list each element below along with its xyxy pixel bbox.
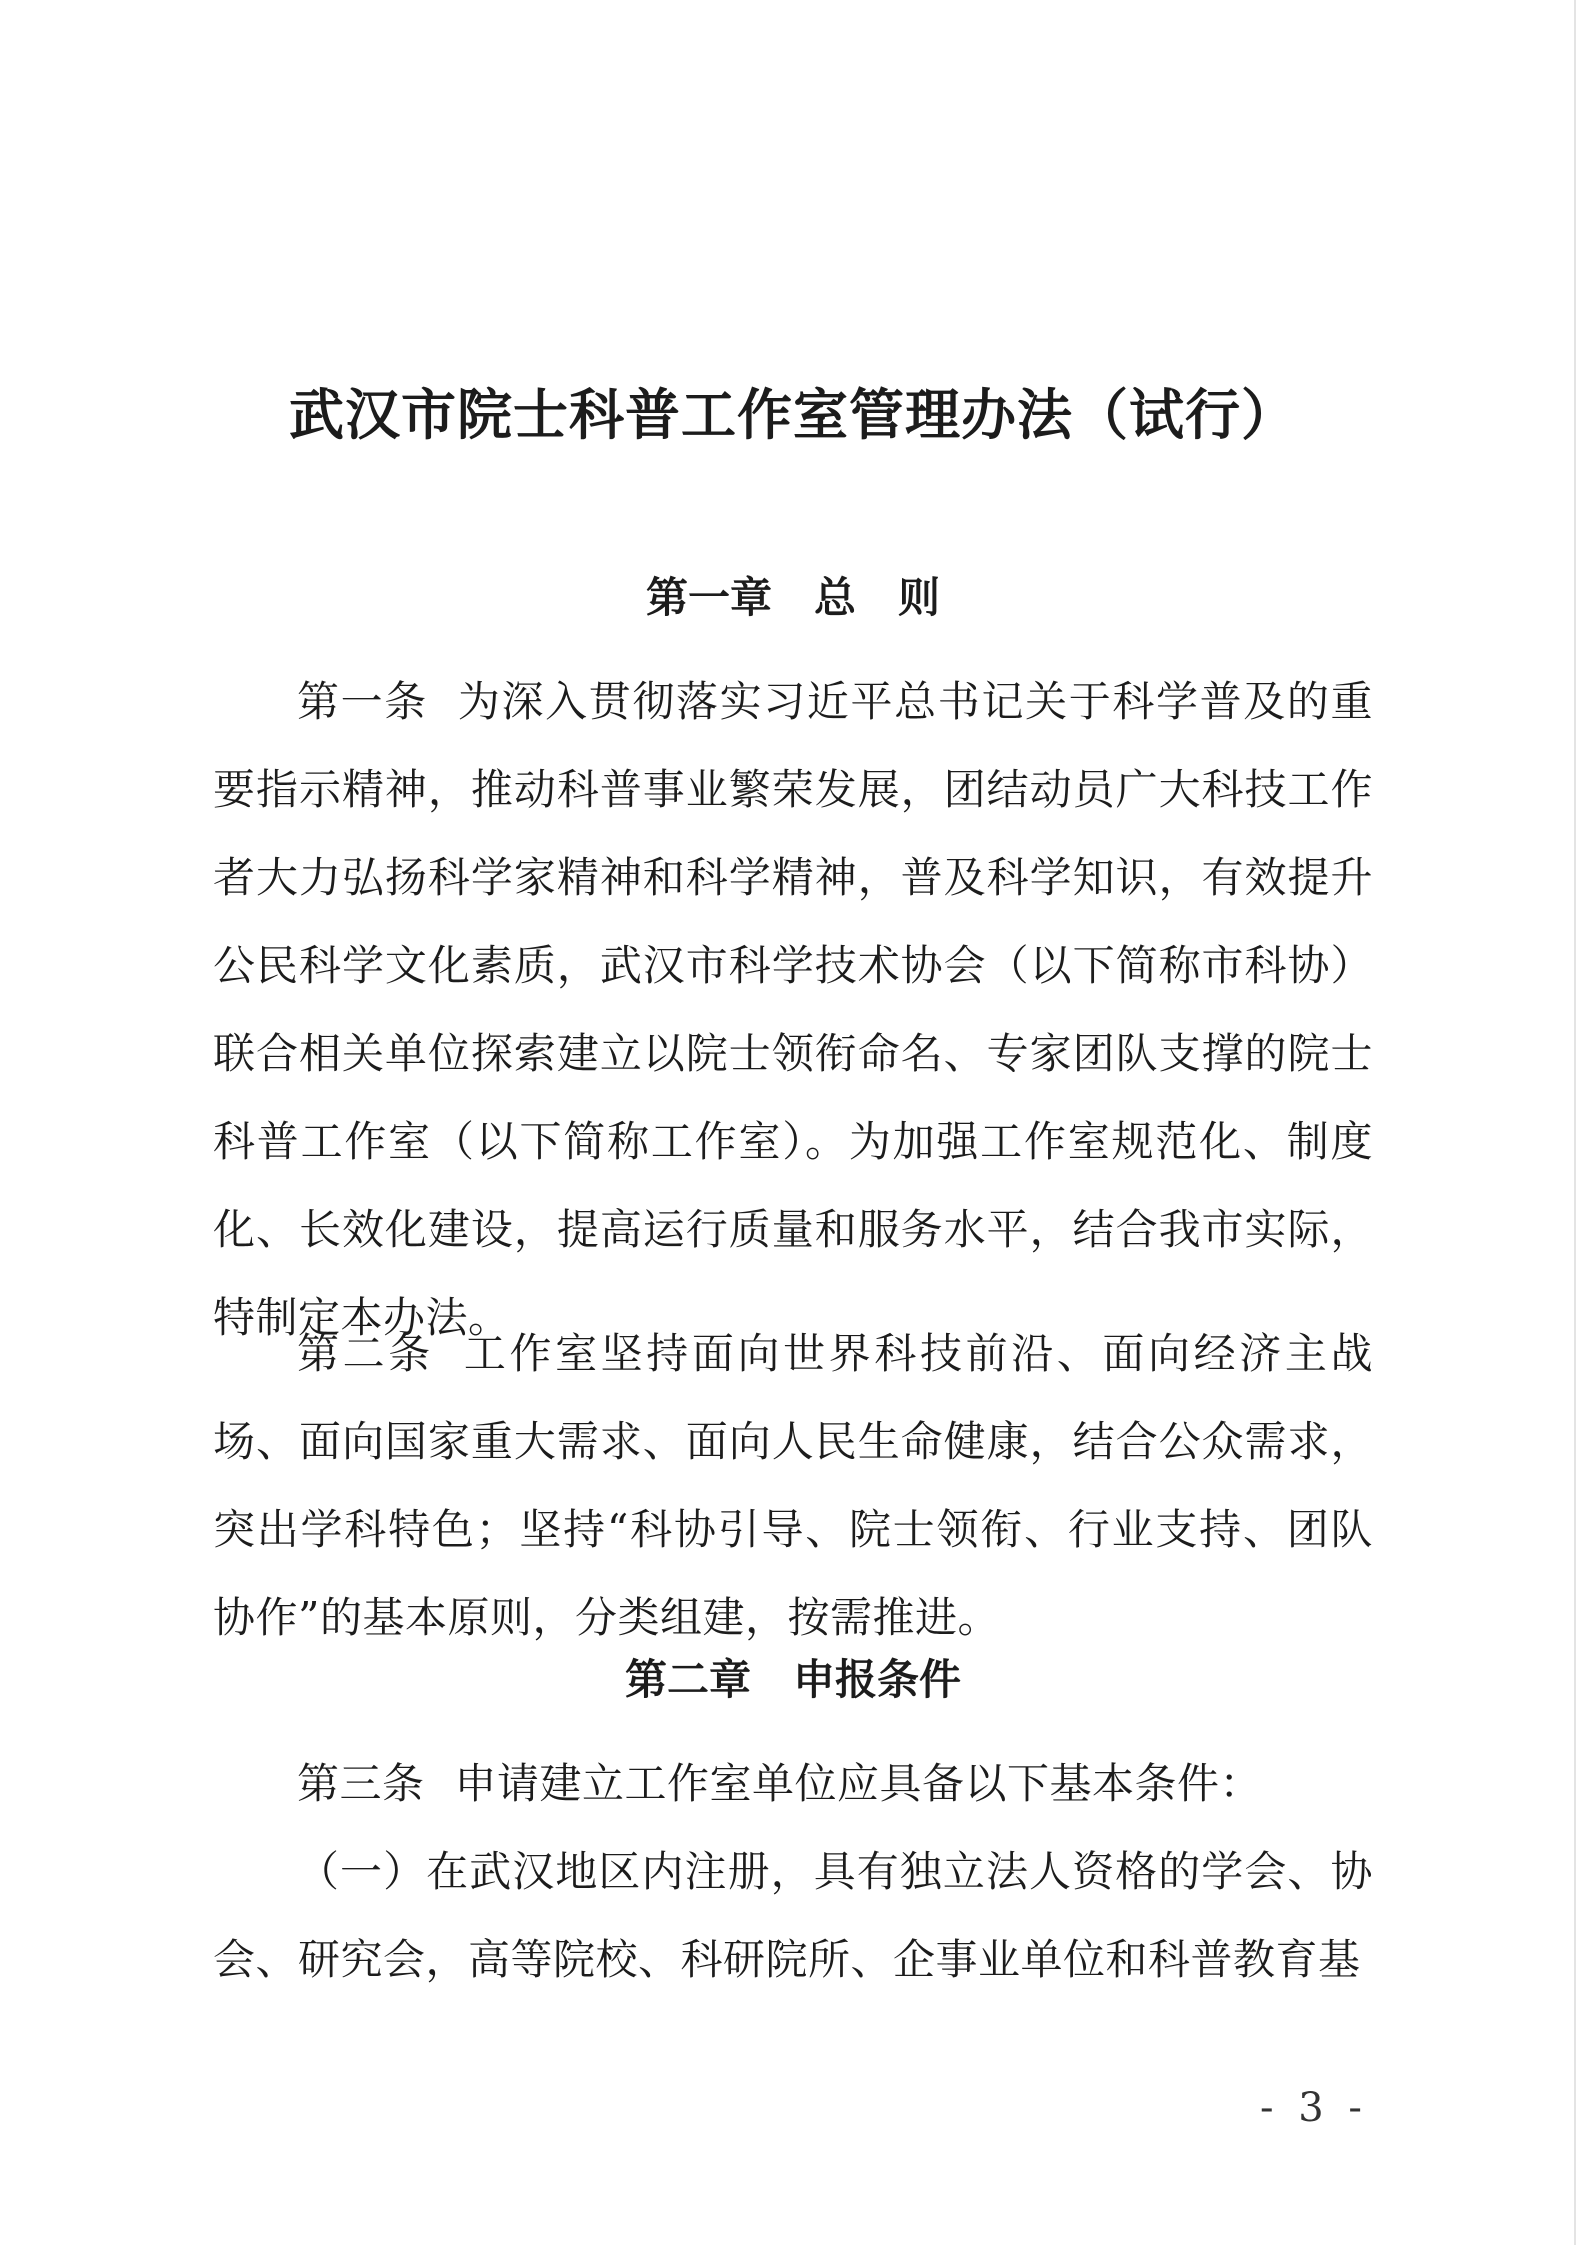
article-3-paragraph [213,1740,1373,1828]
page-edge [1574,0,1576,2245]
item-1-text: （一）在武汉地区内注册，具有独立法人资格的学会、协会、研究会，高等院校、科研院所、企事业单位和科普教育基 [213,1847,1373,1984]
article-1-label: 第一条 [297,677,428,726]
chapter-2-heading: 第二章 申报条件 [624,1655,961,1704]
page-number: - 3 - [1260,2085,1368,2131]
article-1-text: 为深入贯彻落实习近平总书记关于科学普及的重要指示精神，推动科普事业繁荣发展，团结动员广大科技工作者大力弘扬科学家精神和科学精神，普及科学知识，有效提升公民科学文化素质，武汉市科学技术协会（以下简称市科协）联合相关单位探索建立以院士领衔命名、专家团队支撑的院士科普工作室（以下简称工作室）。为加强工作室规范化、制度化、长效化建设，提高运行质量和服务水平，结合我市实际，特制定本办法。 [213,677,1373,1342]
article-2-paragraph [213,1310,1373,1662]
item-1-paragraph [213,1828,1373,2004]
article-3-text: 申请建立工作室单位应具备以下基本条件： [454,1759,1263,1808]
chapter-1-heading: 第一章 总 则 [645,573,940,622]
article-2-text: 工作室坚持面向世界科技前沿、面向经济主战场、面向国家重大需求、面向人民生命健康，结合公众需求，突出学科特色；坚持“科协引导、院士领衔、行业支持、团队协作”的基本原则，分类组建，按需推进。 [213,1329,1373,1642]
article-1-paragraph [213,658,1373,1362]
document-title: 武汉市院士科普工作室管理办法（试行） [288,382,1297,447]
article-3-label: 第三条 [297,1759,425,1808]
article-2-label: 第二条 [297,1329,434,1378]
